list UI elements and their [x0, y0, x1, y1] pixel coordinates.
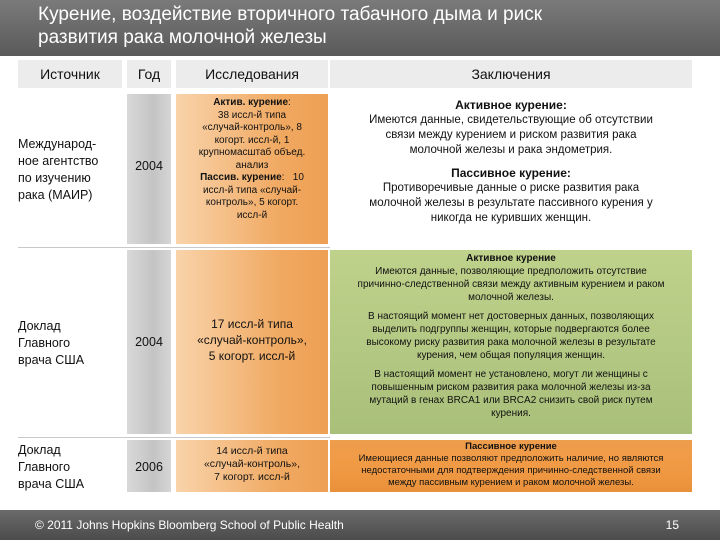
row1-year: 2004 [135, 159, 163, 173]
row1-source: Международ- ное агентство по изучению рака (МАИР) [18, 137, 99, 202]
conclusion-active-text: Имеются данные, позволяющие предположить отсутствие причинно-следственной связи между активным курением и раком молочной железы. [357, 266, 665, 303]
row3-studies: 14 иссл-й типа «случай-контроль», 7 когорт. иссл-й [203, 445, 301, 483]
header-conclusions: Заключения [330, 60, 692, 88]
row2-year: 2004 [135, 335, 163, 349]
conclusion-active-text: Имеются данные, свидетельствующие об отсутствии связи между курением и риском развития рака молочной железы и рака эндометрия. [369, 114, 653, 156]
row3-year: 2006 [135, 460, 163, 474]
header-year: Год [127, 60, 171, 88]
slide-title-line2: развития рака молочной железы [38, 27, 327, 48]
conclusion-active-title: Активное курение: [455, 98, 567, 112]
conclusion-passive-title: Пассивное курение [465, 441, 557, 452]
slide-footer [0, 510, 720, 540]
copyright-text: © 2011 Johns Hopkins Bloomberg School of Public Health [35, 518, 344, 532]
row-separator [18, 247, 330, 248]
conclusion-active-title: Активное курение [466, 253, 556, 264]
passive-smoking-label: Пассив. курение [200, 172, 282, 183]
header-studies: Исследования [176, 60, 328, 88]
conclusion-note-brca: В настоящий момент не установлено, могут ли женщины с повышенным риском развития рака молочной железы из-за мутаций в генах BRCA1 или BRCA2 снизить свой риск путем курения. [369, 369, 653, 419]
row2-source: Доклад Главного врача США [18, 319, 85, 367]
active-smoking-label: Актив. курение [213, 97, 289, 108]
row-separator [18, 437, 330, 438]
row1-conclusion [330, 94, 692, 244]
row2-studies: 17 иссл-й типа «случай-контроль», 5 когорт. иссл-й [197, 317, 307, 363]
row3-conclusion [330, 440, 692, 492]
row1-studies: Актив. курение: 38 иссл-й типа «случай-контроль», 8 когорт. иссл-й, 1 крупномасштаб объед. анализ Пассив. курение: 10 иссл-й типа «случай- контроль», 5 когорт. иссл-й [198, 97, 306, 221]
conclusion-note-subgroups: В настоящий момент нет достоверных данных, позволяющих выделить подгруппы женщин, которые подвергаются более высокому риску развития рака молочной железы в результате курения, чем общая популяция женщин. [366, 311, 656, 361]
conclusion-passive-text: Противоречивые данные о риске развития рака молочной железы в результате пассивного курения у никогда не куривших женщин. [369, 182, 653, 224]
conclusion-passive-title: Пассивное курение: [451, 166, 571, 180]
conclusion-passive-text: Имеющиеся данные позволяют предположить наличие, но являются недостаточными для подтверждения причинно-следственной связи между пассивным курением и раком молочной железы. [358, 453, 664, 488]
slide-title-line1: Курение, воздействие вторичного табачного дыма и риск [38, 4, 543, 25]
row3-source: Доклад Главного врача США [18, 443, 85, 491]
page-number: 15 [665, 518, 679, 532]
header-source: Источник [18, 60, 122, 88]
slide-title [0, 0, 720, 56]
row2-conclusion [330, 250, 692, 434]
